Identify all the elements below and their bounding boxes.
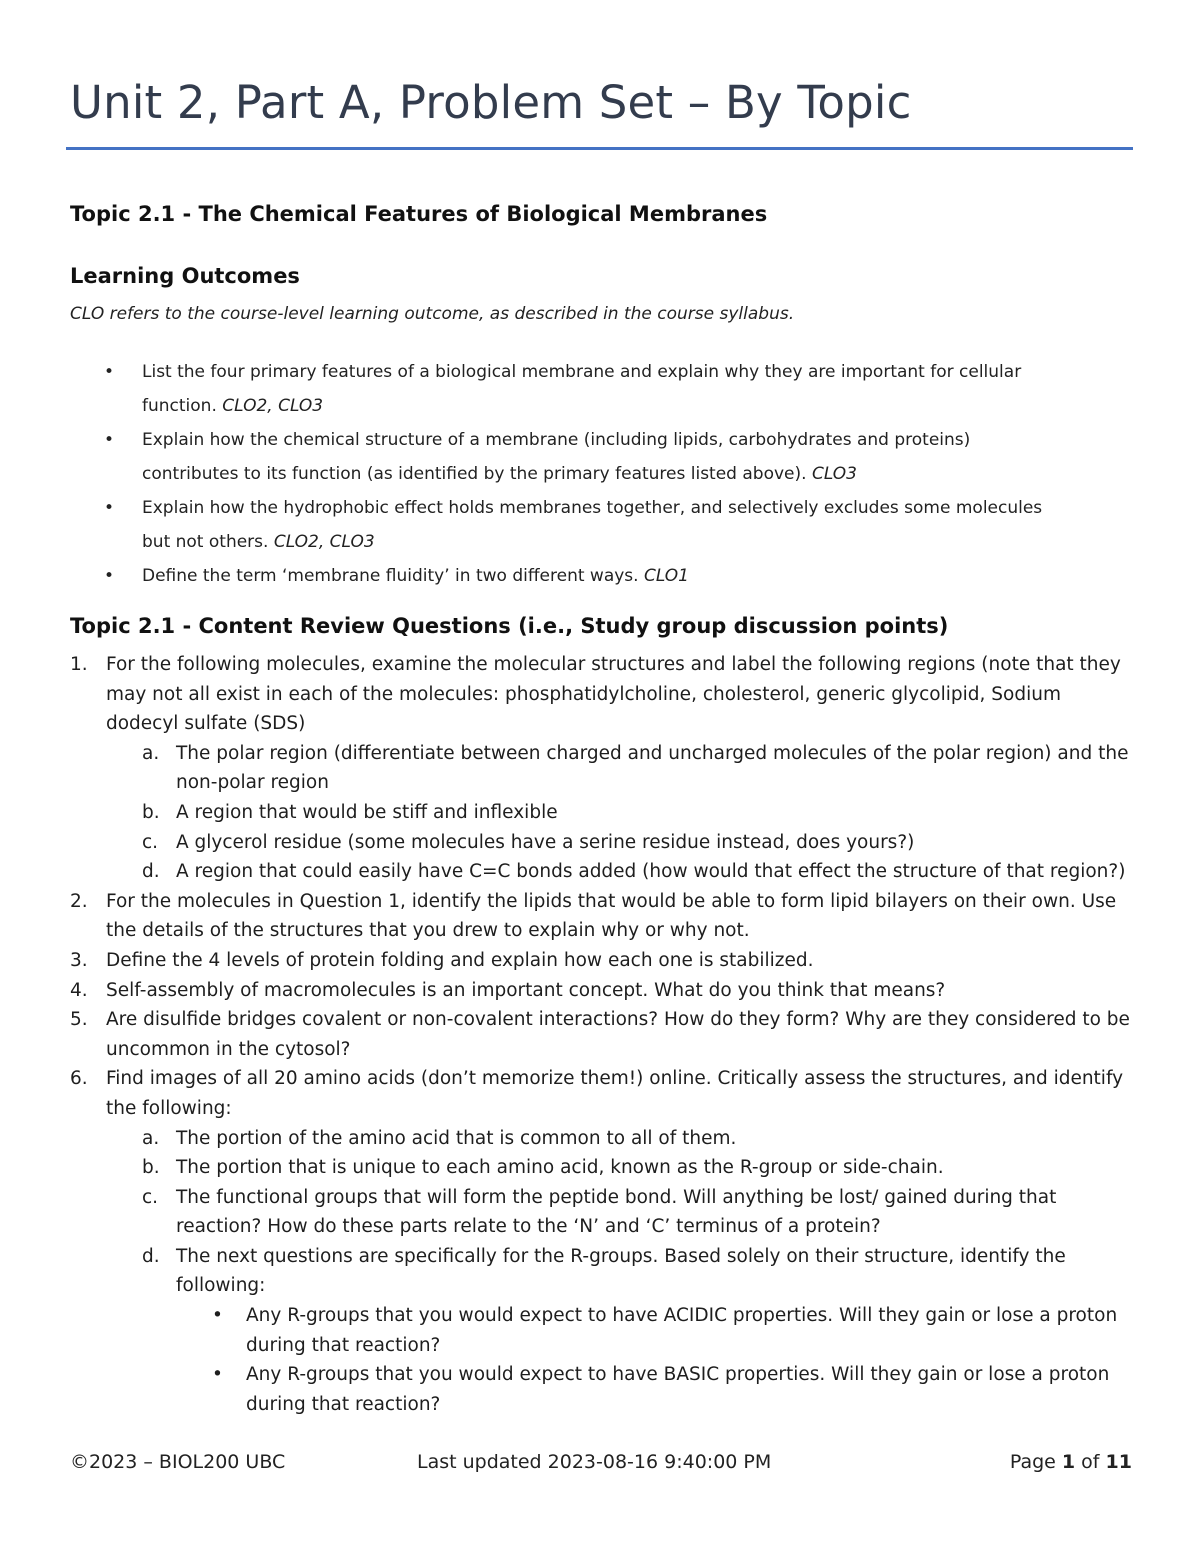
question-item [70, 1064, 1130, 1419]
subquestion-text: A glycerol residue (some molecules have a serine residue instead, does yours?) [176, 831, 915, 853]
question-text: Find images of all 20 amino acids (don’t memorize them!) online. Critically assess the structures, and identify the following: [106, 1068, 1124, 1119]
question-number: 3. [70, 949, 88, 971]
bullet-icon: • [212, 1364, 223, 1386]
outcome-clo: CLO2, CLO3 [273, 532, 375, 552]
outcome-text: Define the term ‘membrane fluidity’ in two different ways. [142, 566, 644, 586]
bullet-icon: • [104, 566, 115, 586]
subquestion-letter: c. [142, 1186, 159, 1208]
outcome-text: Explain how the chemical structure of a membrane (including lipids, carbohydrates and proteins) contributes to its function (as identified by the primary features listed above). [142, 430, 971, 484]
question-number: 4. [70, 979, 88, 1001]
question-text: For the molecules in Question 1, identify the lipids that would be able to form lipid bilayers on their own. Use the details of the structures that you drew to explain why or why not. [106, 890, 1117, 942]
subquestion-item [106, 828, 1130, 858]
outcome-item [70, 491, 1070, 559]
outcome-clo: CLO1 [643, 566, 689, 586]
outcome-text: Explain how the hydrophobic effect holds membranes together, and selectively excludes some molecules but not others. [142, 498, 1043, 552]
page-current: 1 [1061, 1451, 1076, 1473]
question-item [70, 946, 1130, 976]
question-item [70, 976, 1130, 1006]
subquestion-item [106, 798, 1130, 828]
subquestion-item [106, 1153, 1130, 1183]
r-group-bullet-list [176, 1301, 1130, 1419]
bullet-icon: • [104, 362, 115, 382]
subquestion-letter: c. [142, 831, 159, 853]
question-item [70, 1005, 1130, 1064]
page-title: Unit 2, Part A, Problem Set – By Topic [70, 76, 912, 129]
subquestion-letter: b. [142, 1157, 160, 1179]
page-footer [70, 1451, 1132, 1479]
outcome-item [70, 559, 1070, 593]
subquestion-letter: d. [142, 1245, 160, 1267]
review-questions-list [70, 650, 1130, 1419]
subquestion-list [106, 739, 1130, 887]
outcome-clo: CLO2, CLO3 [222, 396, 324, 416]
bullet-icon: • [104, 498, 115, 518]
clo-note: CLO refers to the course-level learning outcome, as described in the course syllabus. [70, 304, 795, 324]
question-number: 5. [70, 1009, 88, 1031]
outcome-clo: CLO3 [811, 464, 857, 484]
bullet-icon: • [104, 430, 115, 450]
document-page [70, 0, 1135, 1553]
subquestion-item [106, 739, 1130, 798]
question-number: 2. [70, 890, 88, 912]
r-group-bullet-item [176, 1360, 1130, 1419]
page-prefix: Page [1009, 1451, 1062, 1473]
r-group-bullet-item [176, 1301, 1130, 1360]
subquestion-text: A region that could easily have C=C bonds added (how would that effect the structure of that region?) [176, 861, 1126, 883]
r-group-bullet-text: Any R-groups that you would expect to have ACIDIC properties. Will they gain or lose a proton during that reaction? [246, 1305, 1118, 1356]
question-number: 6. [70, 1068, 88, 1090]
footer-page-number [1010, 1451, 1132, 1473]
subquestion-text: The next questions are specifically for the R-groups. Based solely on their structure, identify the following: [176, 1245, 1066, 1297]
subquestion-text: The polar region (differentiate between charged and uncharged molecules of the polar region) and the non-polar region [176, 742, 1129, 794]
subquestion-letter: a. [142, 1127, 160, 1149]
subquestion-list [106, 1124, 1130, 1420]
subquestion-text: The portion of the amino acid that is common to all of them. [176, 1127, 737, 1149]
page-total: 11 [1105, 1451, 1132, 1473]
footer-copyright: ©2023 – BIOL200 UBC [70, 1451, 286, 1473]
r-group-bullet-text: Any R-groups that you would expect to have BASIC properties. Will they gain or lose a proton during that reaction? [246, 1364, 1110, 1415]
bullet-icon: • [212, 1305, 223, 1327]
subquestion-item [106, 1242, 1130, 1420]
learning-outcomes-list [70, 355, 1070, 593]
subquestion-text: A region that would be stiff and inflexible [176, 801, 558, 823]
footer-last-updated: Last updated 2023-08-16 9:40:00 PM [417, 1451, 772, 1473]
outcome-item [70, 355, 1070, 423]
subquestion-item [106, 857, 1130, 887]
page-of: of [1075, 1451, 1106, 1473]
title-underline [66, 147, 1133, 150]
learning-outcomes-heading: Learning Outcomes [70, 264, 300, 288]
question-item [70, 650, 1130, 887]
review-questions-heading: Topic 2.1 - Content Review Questions (i.e., Study group discussion points) [70, 614, 949, 638]
subquestion-letter: d. [142, 861, 160, 883]
subquestion-letter: a. [142, 742, 160, 764]
question-text: Self-assembly of macromolecules is an important concept. What do you think that means? [106, 979, 946, 1001]
subquestion-letter: b. [142, 801, 160, 823]
question-text: Define the 4 levels of protein folding and explain how each one is stabilized. [106, 949, 814, 971]
outcome-item [70, 423, 1070, 491]
question-item [70, 887, 1130, 946]
question-text: Are disulfide bridges covalent or non-covalent interactions? How do they form? Why are they considered to be uncommon in the cytosol? [106, 1009, 1130, 1060]
question-number: 1. [70, 654, 88, 675]
outcome-text: List the four primary features of a biological membrane and explain why they are important for cellular function. [142, 362, 1022, 416]
subquestion-text: The functional groups that will form the peptide bond. Will anything be lost/ gained during that reaction? How do these parts relate to the ‘N’ and ‘C’ terminus of a protein? [176, 1186, 1057, 1238]
question-text: For the following molecules, examine the molecular structures and label the following regions (note that they may not all exist in each of the molecules: phosphatidylcholine, cholesterol, generic glycolipid, Sodium dodecyl sulfate (SDS) [106, 654, 1121, 735]
subquestion-item [106, 1124, 1130, 1154]
subquestion-item [106, 1183, 1130, 1242]
subquestion-text: The portion that is unique to each amino acid, known as the R-group or side-chain. [176, 1157, 944, 1179]
topic-heading: Topic 2.1 - The Chemical Features of Biological Membranes [70, 202, 768, 226]
